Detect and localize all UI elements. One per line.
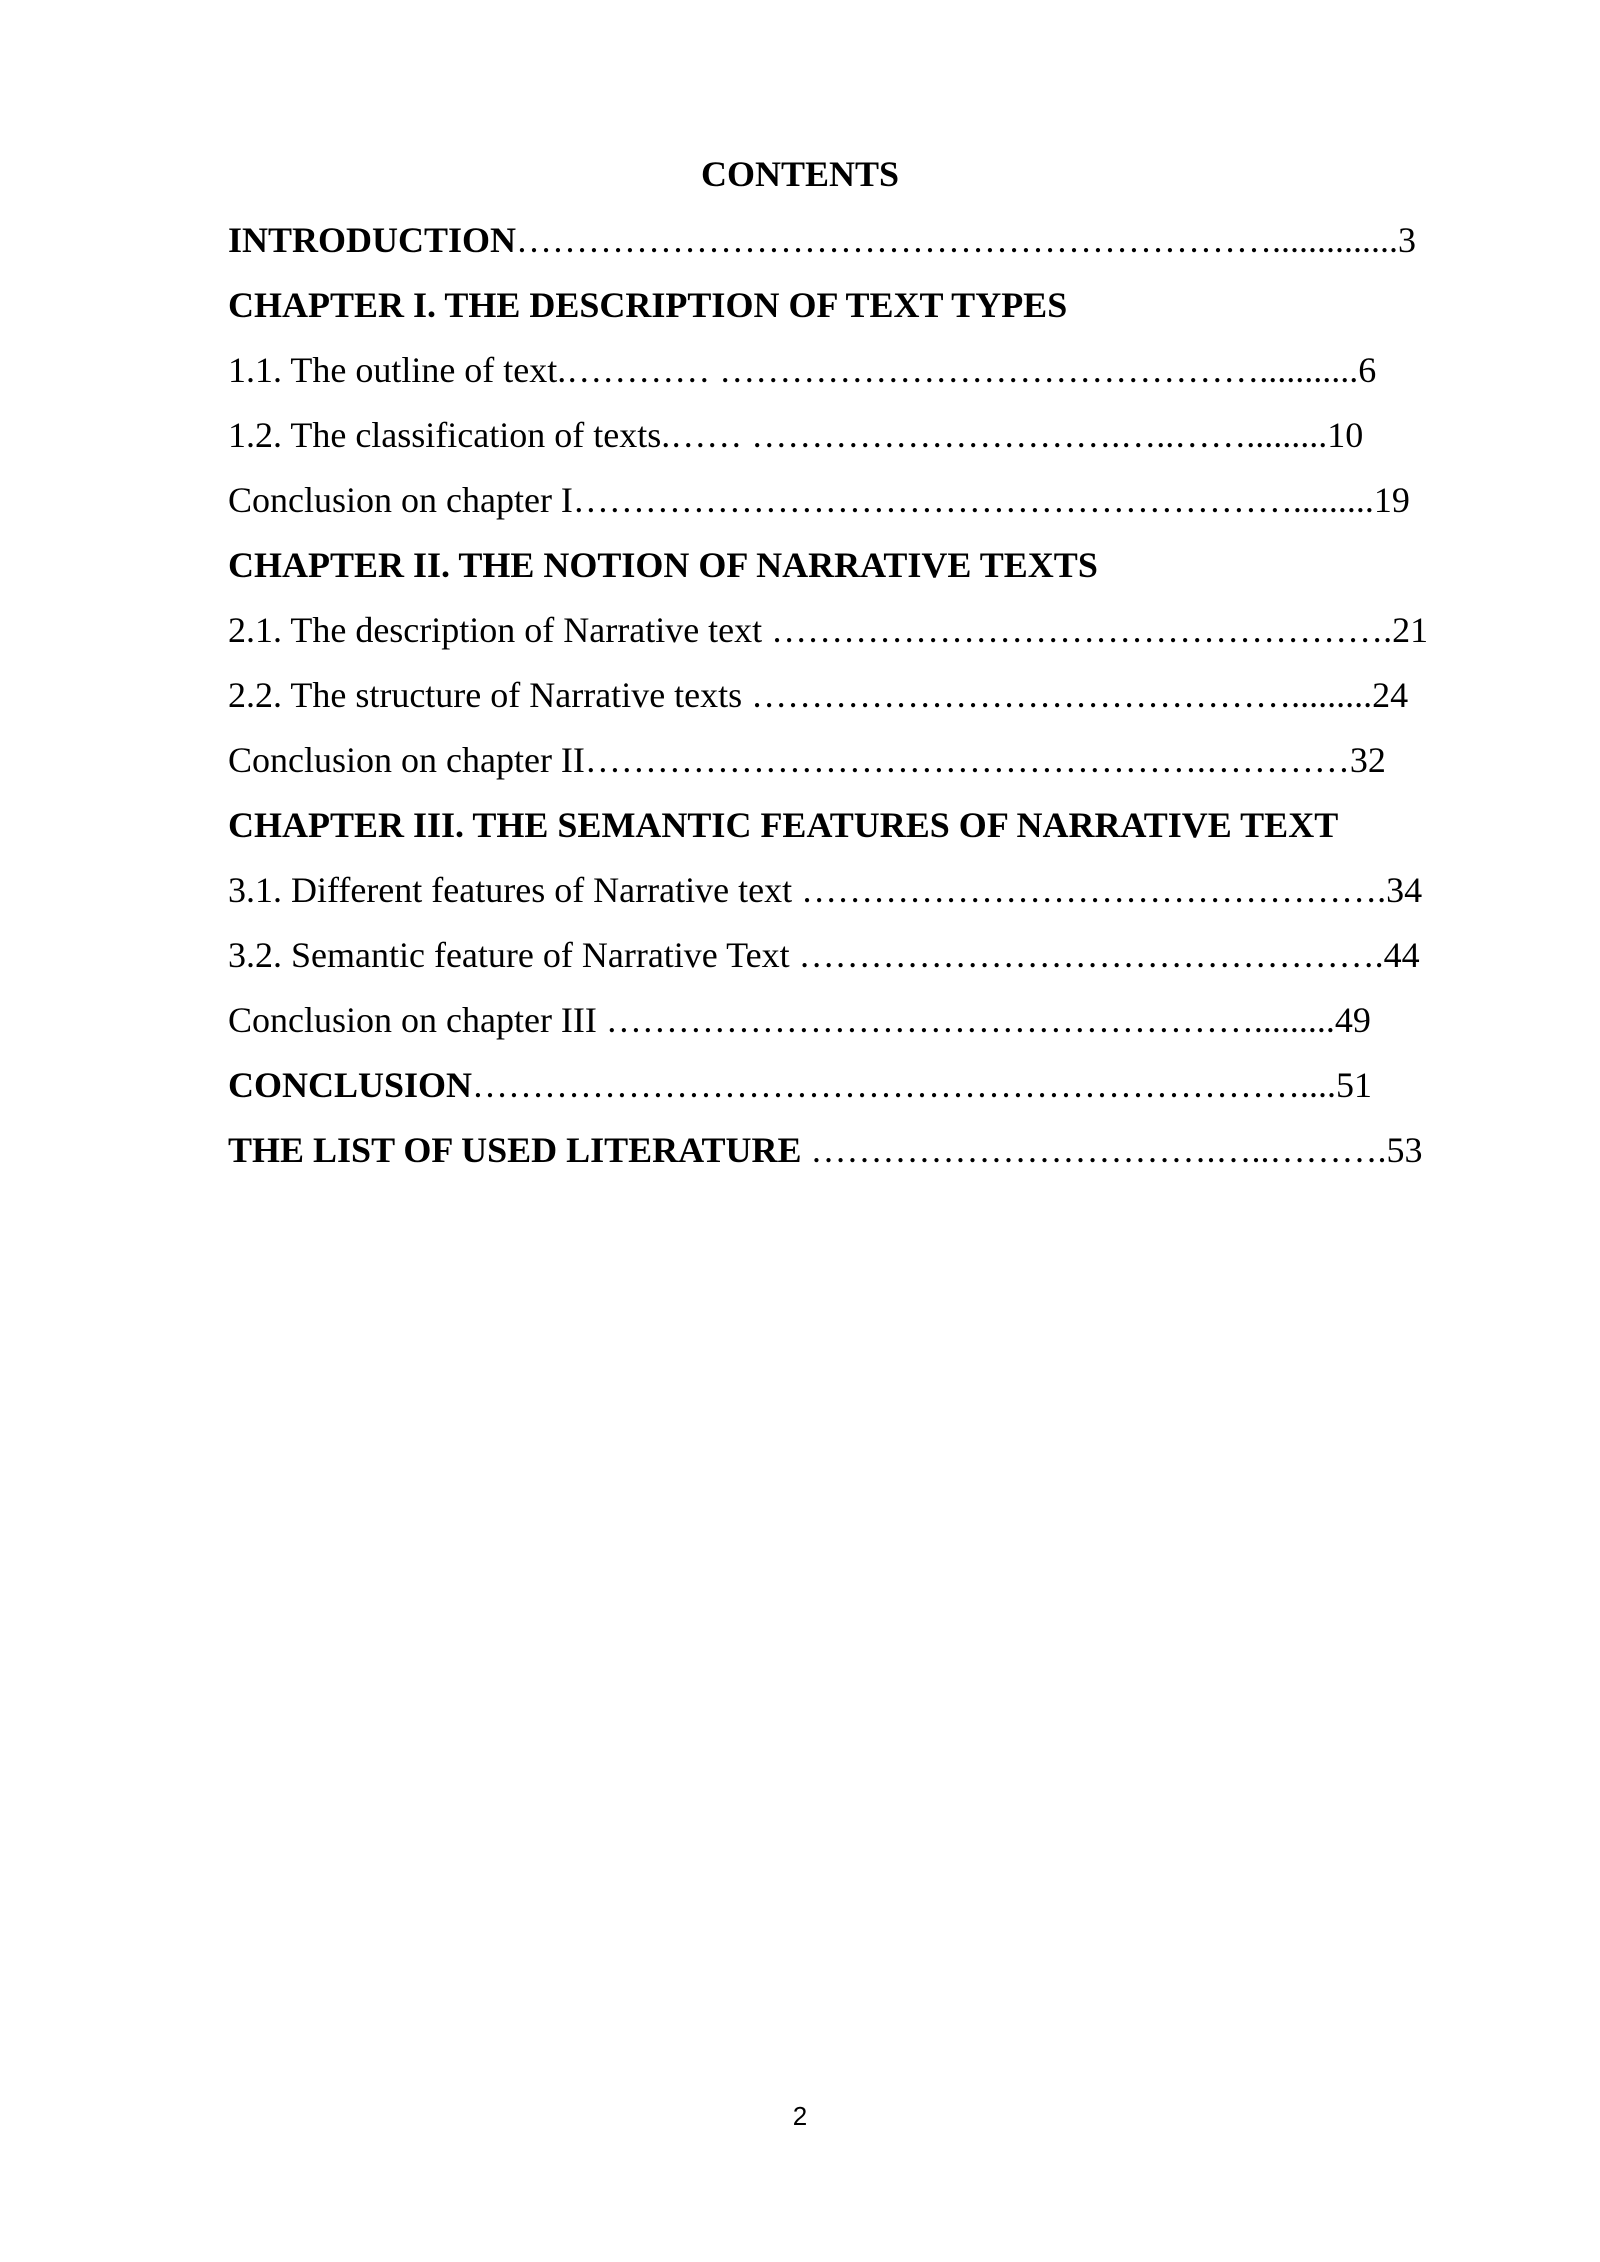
toc-entry-1-2[interactable] <box>228 413 1488 478</box>
toc-entry-label: 1.1. The outline of text. <box>228 350 567 390</box>
toc-entry-chapter-1[interactable] <box>228 283 1488 348</box>
toc-entry-page: 21 <box>1392 610 1429 650</box>
toc-entry-dots: ………………………………………......... <box>751 675 1373 715</box>
toc-entry-dots: …………………………………………………………….... <box>472 1065 1337 1105</box>
toc-entry-3-2[interactable] <box>228 933 1488 998</box>
toc-entry-conclusion-1[interactable] <box>228 478 1488 543</box>
toc-entry-dots: …………………………………………. <box>801 870 1387 910</box>
toc-entry-page: 44 <box>1383 935 1420 975</box>
toc-entry-conclusion[interactable] <box>228 1063 1488 1128</box>
toc-entry-label: CONCLUSION <box>228 1065 473 1105</box>
toc-entry-page: 6 <box>1358 350 1377 390</box>
toc-entry-conclusion-2[interactable] <box>228 738 1488 803</box>
toc-entry-chapter-3[interactable] <box>228 803 1488 868</box>
toc-entry-label: 2.2. The structure of Narrative texts <box>228 675 752 715</box>
toc-entry-label: CHAPTER III. THE SEMANTIC FEATURES OF NARRATIVE TEXT <box>228 805 1339 845</box>
toc-entry-page: 24 <box>1372 675 1409 715</box>
toc-entry-page: 53 <box>1386 1130 1423 1170</box>
toc-entry-page: 34 <box>1386 870 1423 910</box>
toc-entry-label: THE LIST OF USED LITERATURE <box>228 1130 811 1170</box>
toc-entry-page: 19 <box>1373 480 1410 520</box>
toc-entry-label: INTRODUCTION <box>228 220 517 260</box>
toc-entry-label: 3.1. Different features of Narrative text <box>228 870 802 910</box>
toc-entry-label: Conclusion on chapter III <box>228 1000 606 1040</box>
toc-entry-dots: …………………………………………….………… <box>584 740 1350 780</box>
toc-entry-dots: …… ………………………….…..……......... <box>670 415 1328 455</box>
toc-entry-conclusion-3[interactable] <box>228 998 1488 1063</box>
toc-entry-label: CHAPTER II. THE NOTION OF NARRATIVE TEXTS <box>228 545 1098 585</box>
toc-entry-chapter-2[interactable] <box>228 543 1488 608</box>
toc-entry-2-2[interactable] <box>228 673 1488 738</box>
toc-entry-1-1[interactable] <box>228 348 1488 413</box>
toc-entry-dots: …………………………….…..………. <box>810 1130 1387 1170</box>
toc-entry-dots: ……………………………………………. <box>771 610 1393 650</box>
toc-entry-dots: ………… ………………………………………........... <box>566 350 1359 390</box>
toc-entry-page: 49 <box>1334 1000 1371 1040</box>
toc-entry-label: CHAPTER I. THE DESCRIPTION OF TEXT TYPES <box>228 285 1068 325</box>
toc-entry-label: 3.2. Semantic feature of Narrative Text <box>228 935 799 975</box>
toc-entry-label: 1.2. The classification of texts. <box>228 415 671 455</box>
toc-entry-label: 2.1. The description of Narrative text <box>228 610 772 650</box>
toc-entry-page: 51 <box>1336 1065 1373 1105</box>
toc-entry-page: 3 <box>1398 220 1417 260</box>
toc-entry-label: Conclusion on chapter II <box>228 740 585 780</box>
page-title: CONTENTS <box>700 154 900 194</box>
page-number: 2 <box>792 2101 808 2131</box>
toc-entry-page: 10 <box>1327 415 1364 455</box>
toc-entry-2-1[interactable] <box>228 608 1488 673</box>
toc-entry-literature[interactable] <box>228 1128 1488 1193</box>
toc-entry-page: 32 <box>1349 740 1386 780</box>
table-of-contents <box>228 218 1488 1193</box>
toc-entry-dots: ……………………………………………………….............. <box>516 220 1399 260</box>
toc-entry-introduction[interactable] <box>228 218 1488 283</box>
toc-entry-dots: …………………………………………. <box>798 935 1384 975</box>
toc-entry-dots: ……………………………………………………......... <box>572 480 1374 520</box>
toc-entry-dots: ………………………………………………......... <box>605 1000 1335 1040</box>
toc-entry-label: Conclusion on chapter I <box>228 480 573 520</box>
toc-entry-3-1[interactable] <box>228 868 1488 933</box>
